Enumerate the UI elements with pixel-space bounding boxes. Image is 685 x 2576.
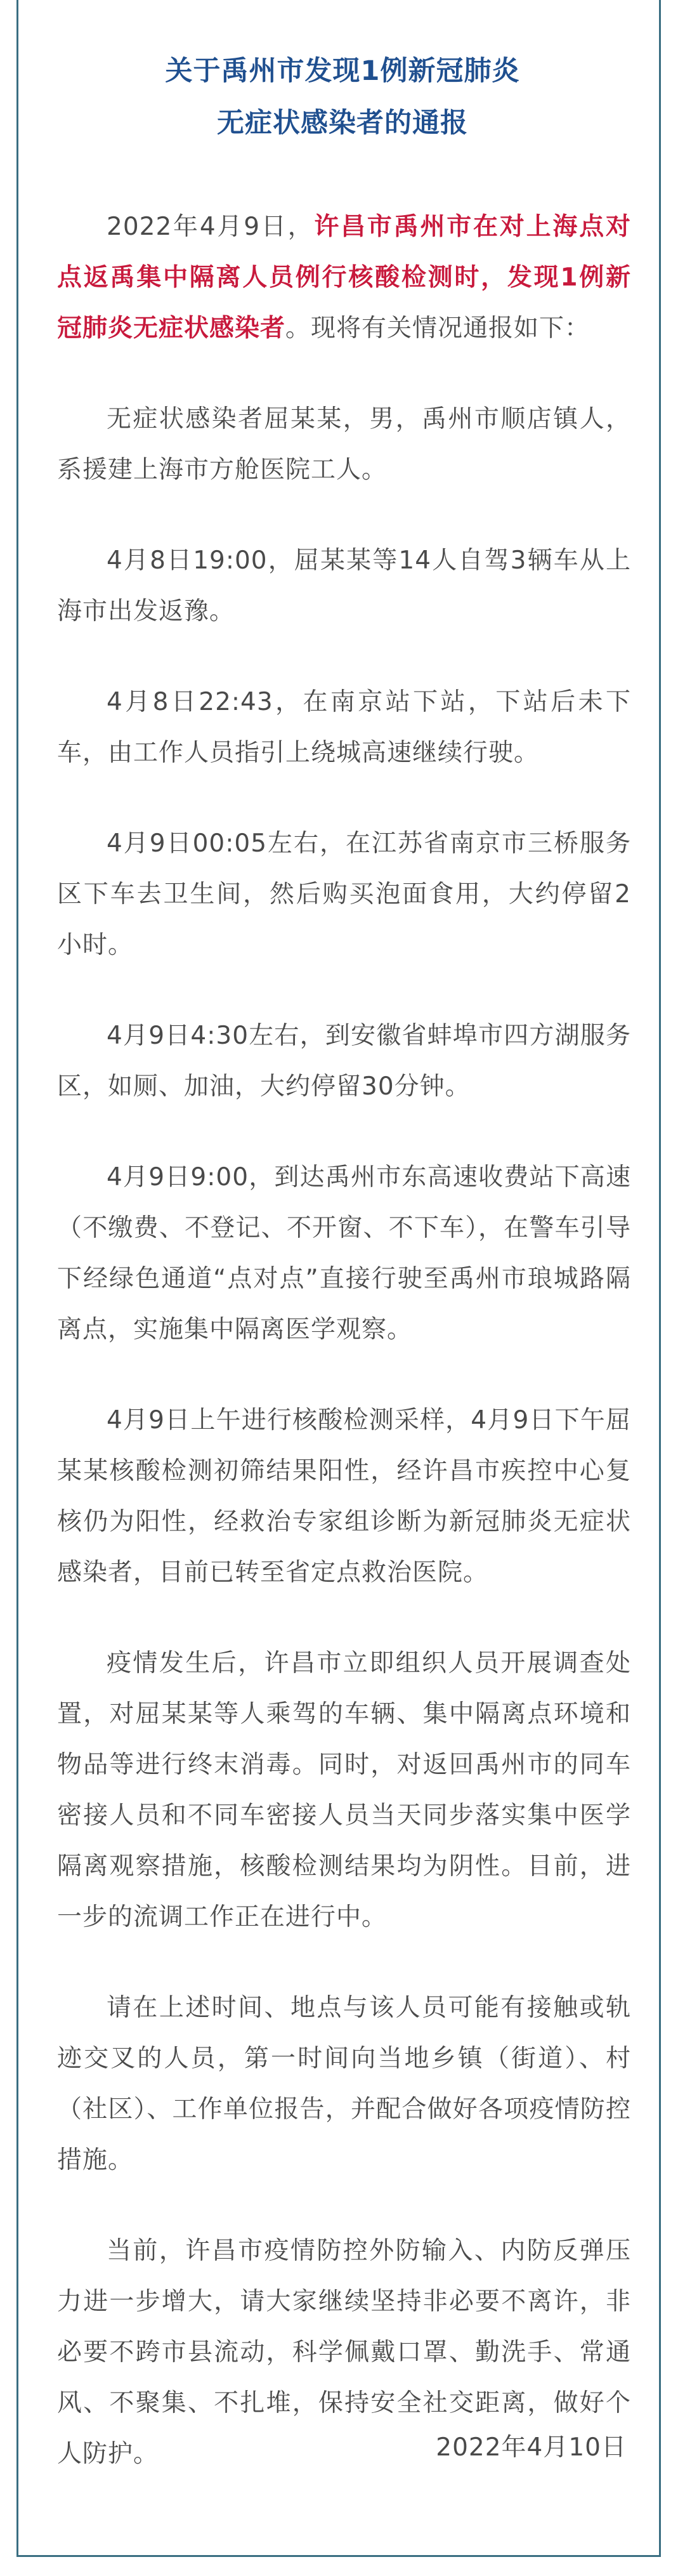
paragraph-trajectory-4: 4月9日4:30左右，到安徽省蚌埠市四方湖服务区，如厕、加油，大约停留30分钟。 <box>57 1022 631 1101</box>
notice-title-line-1: 关于禹州市发现1例新冠肺炎 <box>165 55 520 87</box>
paragraph-report-request: 请在上述时间、地点与该人员可能有接触或轨迹交叉的人员，第一时间向当地乡镇（街道）、村（社区）、工作单位报告，并配合做好各项疫情防控措施。 <box>57 1994 631 2174</box>
intro-tail: 。现将有关情况通报如下： <box>285 314 590 343</box>
signature-date: 2022年4月10日 <box>436 2433 627 2462</box>
paragraph-case-identity: 无症状感染者屈某某，男，禹州市顺店镇人，系援建上海市方舱医院工人。 <box>57 405 631 484</box>
notice-title-line-2: 无症状感染者的通报 <box>217 107 468 139</box>
paragraph-testing: 4月9日上午进行核酸检测采样，4月9日下午屈某某核酸检测初筛结果阳性，经许昌市疾控中心复核仍为阳性，经救治专家组诊断为新冠肺炎无症状感染者，目前已转至省定点救治医院。 <box>57 1406 631 1587</box>
paragraph-trajectory-2: 4月8日22:43，在南京站下站，下站后未下车，由工作人员指引上绕城高速继续行驶。 <box>57 688 631 767</box>
notice-body <box>57 202 631 2520</box>
paragraph-trajectory-5: 4月9日9:00，到达禹州市东高速收费站下高速（不缴费、不登记、不开窗、不下车），在警车引导下经绿色通道“点对点”直接行驶至禹州市琅城路隔离点，实施集中隔离医学观察。 <box>57 1163 631 1344</box>
intro-date: 2022年4月9日， <box>107 213 315 241</box>
paragraph-intro <box>57 202 631 354</box>
paragraph-trajectory-3: 4月9日00:05左右，在江苏省南京市三桥服务区下车去卫生间，然后购买泡面食用，大约停留2小时。 <box>57 829 631 959</box>
paragraph-response: 疫情发生后，许昌市立即组织人员开展调查处置，对屈某某等人乘驾的车辆、集中隔离点环境和物品等进行终末消毒。同时，对返回禹州市的同车密接人员和不同车密接人员当天同步落实集中医学隔离观察措施，核酸检测结果均为阴性。目前，进一步的流调工作正在进行中。 <box>57 1649 631 1931</box>
paragraph-prevention-advice: 当前，许昌市疫情防控外防输入、内防反弹压力进一步增大，请大家继续坚持非必要不离许，非必要不跨市县流动，科学佩戴口罩、勤洗手、常通风、不聚集、不扎堆，保持安全社交距离，做好个人防护。 <box>57 2237 631 2468</box>
paragraph-trajectory-1: 4月8日19:00，屈某某等14人自驾3辆车从上海市出发返豫。 <box>57 546 631 626</box>
intro-highlight: 许昌市禹州市在对上海点对点返禹集中隔离人员例行核酸检测时，发现1例新冠肺炎无症状感染者 <box>57 213 631 343</box>
